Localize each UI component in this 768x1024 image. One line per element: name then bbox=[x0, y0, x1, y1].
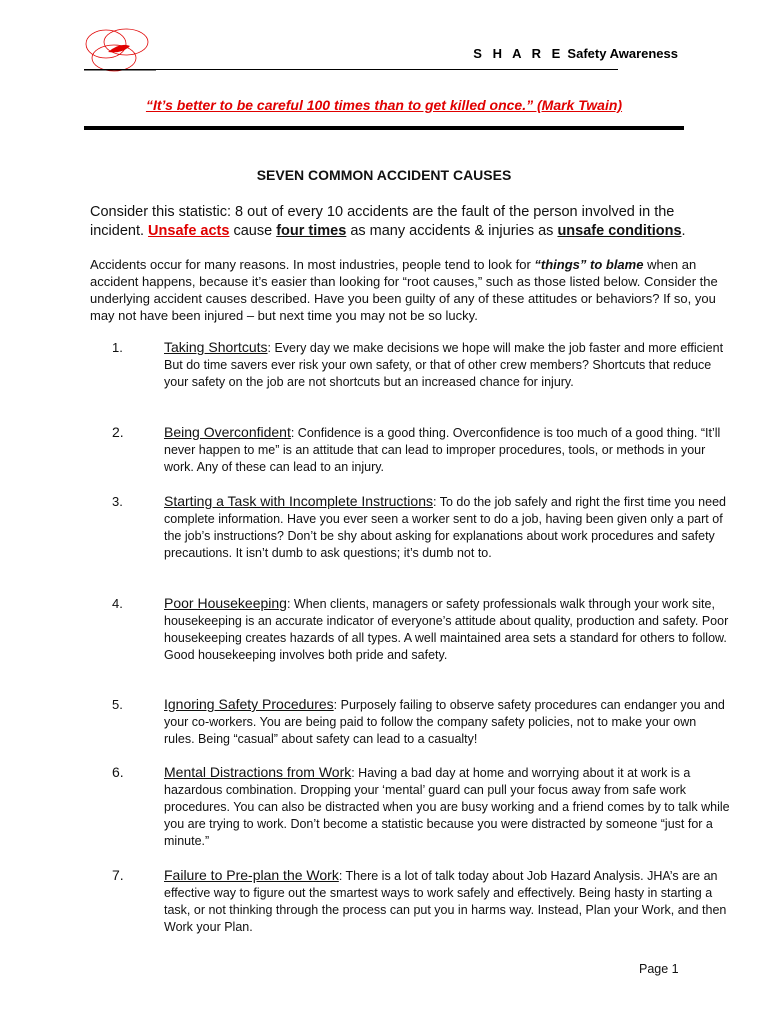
unsafe-acts-emphasis: Unsafe acts bbox=[148, 223, 230, 239]
cause-text: : When clients, managers or safety professionals walk through your work site, housekeeping is an accurate indicator of everyone’s attitude about quality, production and safety. Poor housekeeping creates hazards of all types. A well maintained area sets a standard for others to follow. Good housekeeping involves both pride and safety. bbox=[164, 597, 729, 662]
four-times-emphasis: four times bbox=[276, 223, 347, 239]
cause-text: : Confidence is a good thing. Overconfidence is too much of a good thing. “It’ll never happen to me” is an attitude that can lead to improper procedures, tools, or methods in your work. Any of these can lead to an injury. bbox=[164, 426, 721, 474]
brand-title bbox=[473, 46, 678, 61]
stat-text-3: as many accidents & injuries as bbox=[346, 223, 558, 239]
quote: “It’s better to be careful 100 times than to get killed once.” (Mark Twain) bbox=[145, 97, 623, 113]
cause-text: : There is a lot of talk today about Job Hazard Analysis. JHA’s are an effective way to figure out the smartest ways to work safely and effectively. Being hasty in starting a task, or not thinking through the process can put you in harms way. Instead, Plan your Work, and then Work your Plan. bbox=[164, 869, 727, 934]
intro-paragraph bbox=[90, 256, 730, 324]
cause-heading: Failure to Pre-plan the Work bbox=[164, 867, 339, 883]
stat-text-2: cause bbox=[229, 223, 277, 239]
cause-text: : Every day we make decisions we hope will make the job faster and more efficient But do time savers ever risk your own safety, or that of other crew members? Shortcuts that reduce your safety on the job are not shortcuts but an increased chance for injury. bbox=[164, 341, 724, 389]
cause-text: : To do the job safely and right the first time you need complete information. Have you ever seen a worker sent to do a job, having been given only a part of the job’s instructions? Don’t be shy about asking for explanations about work procedures and safety precautions. It isn’t dumb to ask questions; it’s dumb not to. bbox=[164, 495, 726, 560]
cause-number: 6. bbox=[112, 764, 124, 780]
intro-text-1: Accidents occur for many reasons. In most industries, people tend to look for bbox=[90, 257, 535, 272]
cause-heading: Starting a Task with Incomplete Instructions bbox=[164, 493, 433, 509]
brand-share: S H A R E bbox=[473, 46, 564, 61]
cause-heading: Mental Distractions from Work bbox=[164, 764, 352, 780]
things-to-blame-emphasis: “things” to blame bbox=[534, 257, 644, 272]
cause-text: : Having a bad day at home and worrying about it at work is a hazardous combination. Dropping your ‘mental’ guard can pull your focus away from safe work procedures. You can also be distracted when you are busy working and a friend comes by to talk while you are trying to work. Don’t become a statistic because you were distracted by someone “just for a minute.” bbox=[164, 766, 730, 848]
quote-divider bbox=[84, 126, 684, 130]
cause-number: 5. bbox=[112, 697, 123, 712]
cause-number: 7. bbox=[112, 867, 124, 883]
cause-heading: Ignoring Safety Procedures bbox=[164, 696, 334, 712]
header-divider bbox=[84, 69, 618, 70]
stat-text-4: . bbox=[681, 223, 686, 239]
cause-text: : Purposely failing to observe safety procedures can endanger you and your co-workers. You are being paid to follow the company safety policies, not to make your own rules. Being “casual” about safety can lead to a casualty! bbox=[164, 698, 725, 746]
intro-text-2: when an accident happens, because it’s easier than looking for “root causes,” such as those listed below. Consider the underlying accident causes described. Have you been guilty of any of these attitudes or behaviors? If so, you may not have been injured – but next time you may not be so lucky. bbox=[90, 257, 718, 323]
cause-number: 3. bbox=[112, 494, 123, 509]
cause-heading: Taking Shortcuts bbox=[164, 339, 268, 355]
page-number: Page 1 bbox=[639, 962, 679, 976]
page-title: SEVEN COMMON ACCIDENT CAUSES bbox=[256, 167, 512, 183]
cause-number: 1. bbox=[112, 340, 123, 355]
brand-safety-awareness: Safety Awareness bbox=[567, 46, 678, 61]
cause-number: 2. bbox=[112, 424, 124, 440]
cause-heading: Being Overconfident bbox=[164, 424, 291, 440]
cause-number: 4. bbox=[112, 596, 123, 611]
stat-text-1: Consider this statistic: 8 out of every 10 accidents are the fault of the person involved in the incident. bbox=[90, 204, 675, 239]
cause-heading: Poor Housekeeping bbox=[164, 595, 287, 611]
unsafe-conditions-emphasis: unsafe conditions bbox=[557, 223, 682, 239]
statistic-paragraph bbox=[90, 203, 730, 241]
share-logo-icon bbox=[80, 26, 160, 74]
